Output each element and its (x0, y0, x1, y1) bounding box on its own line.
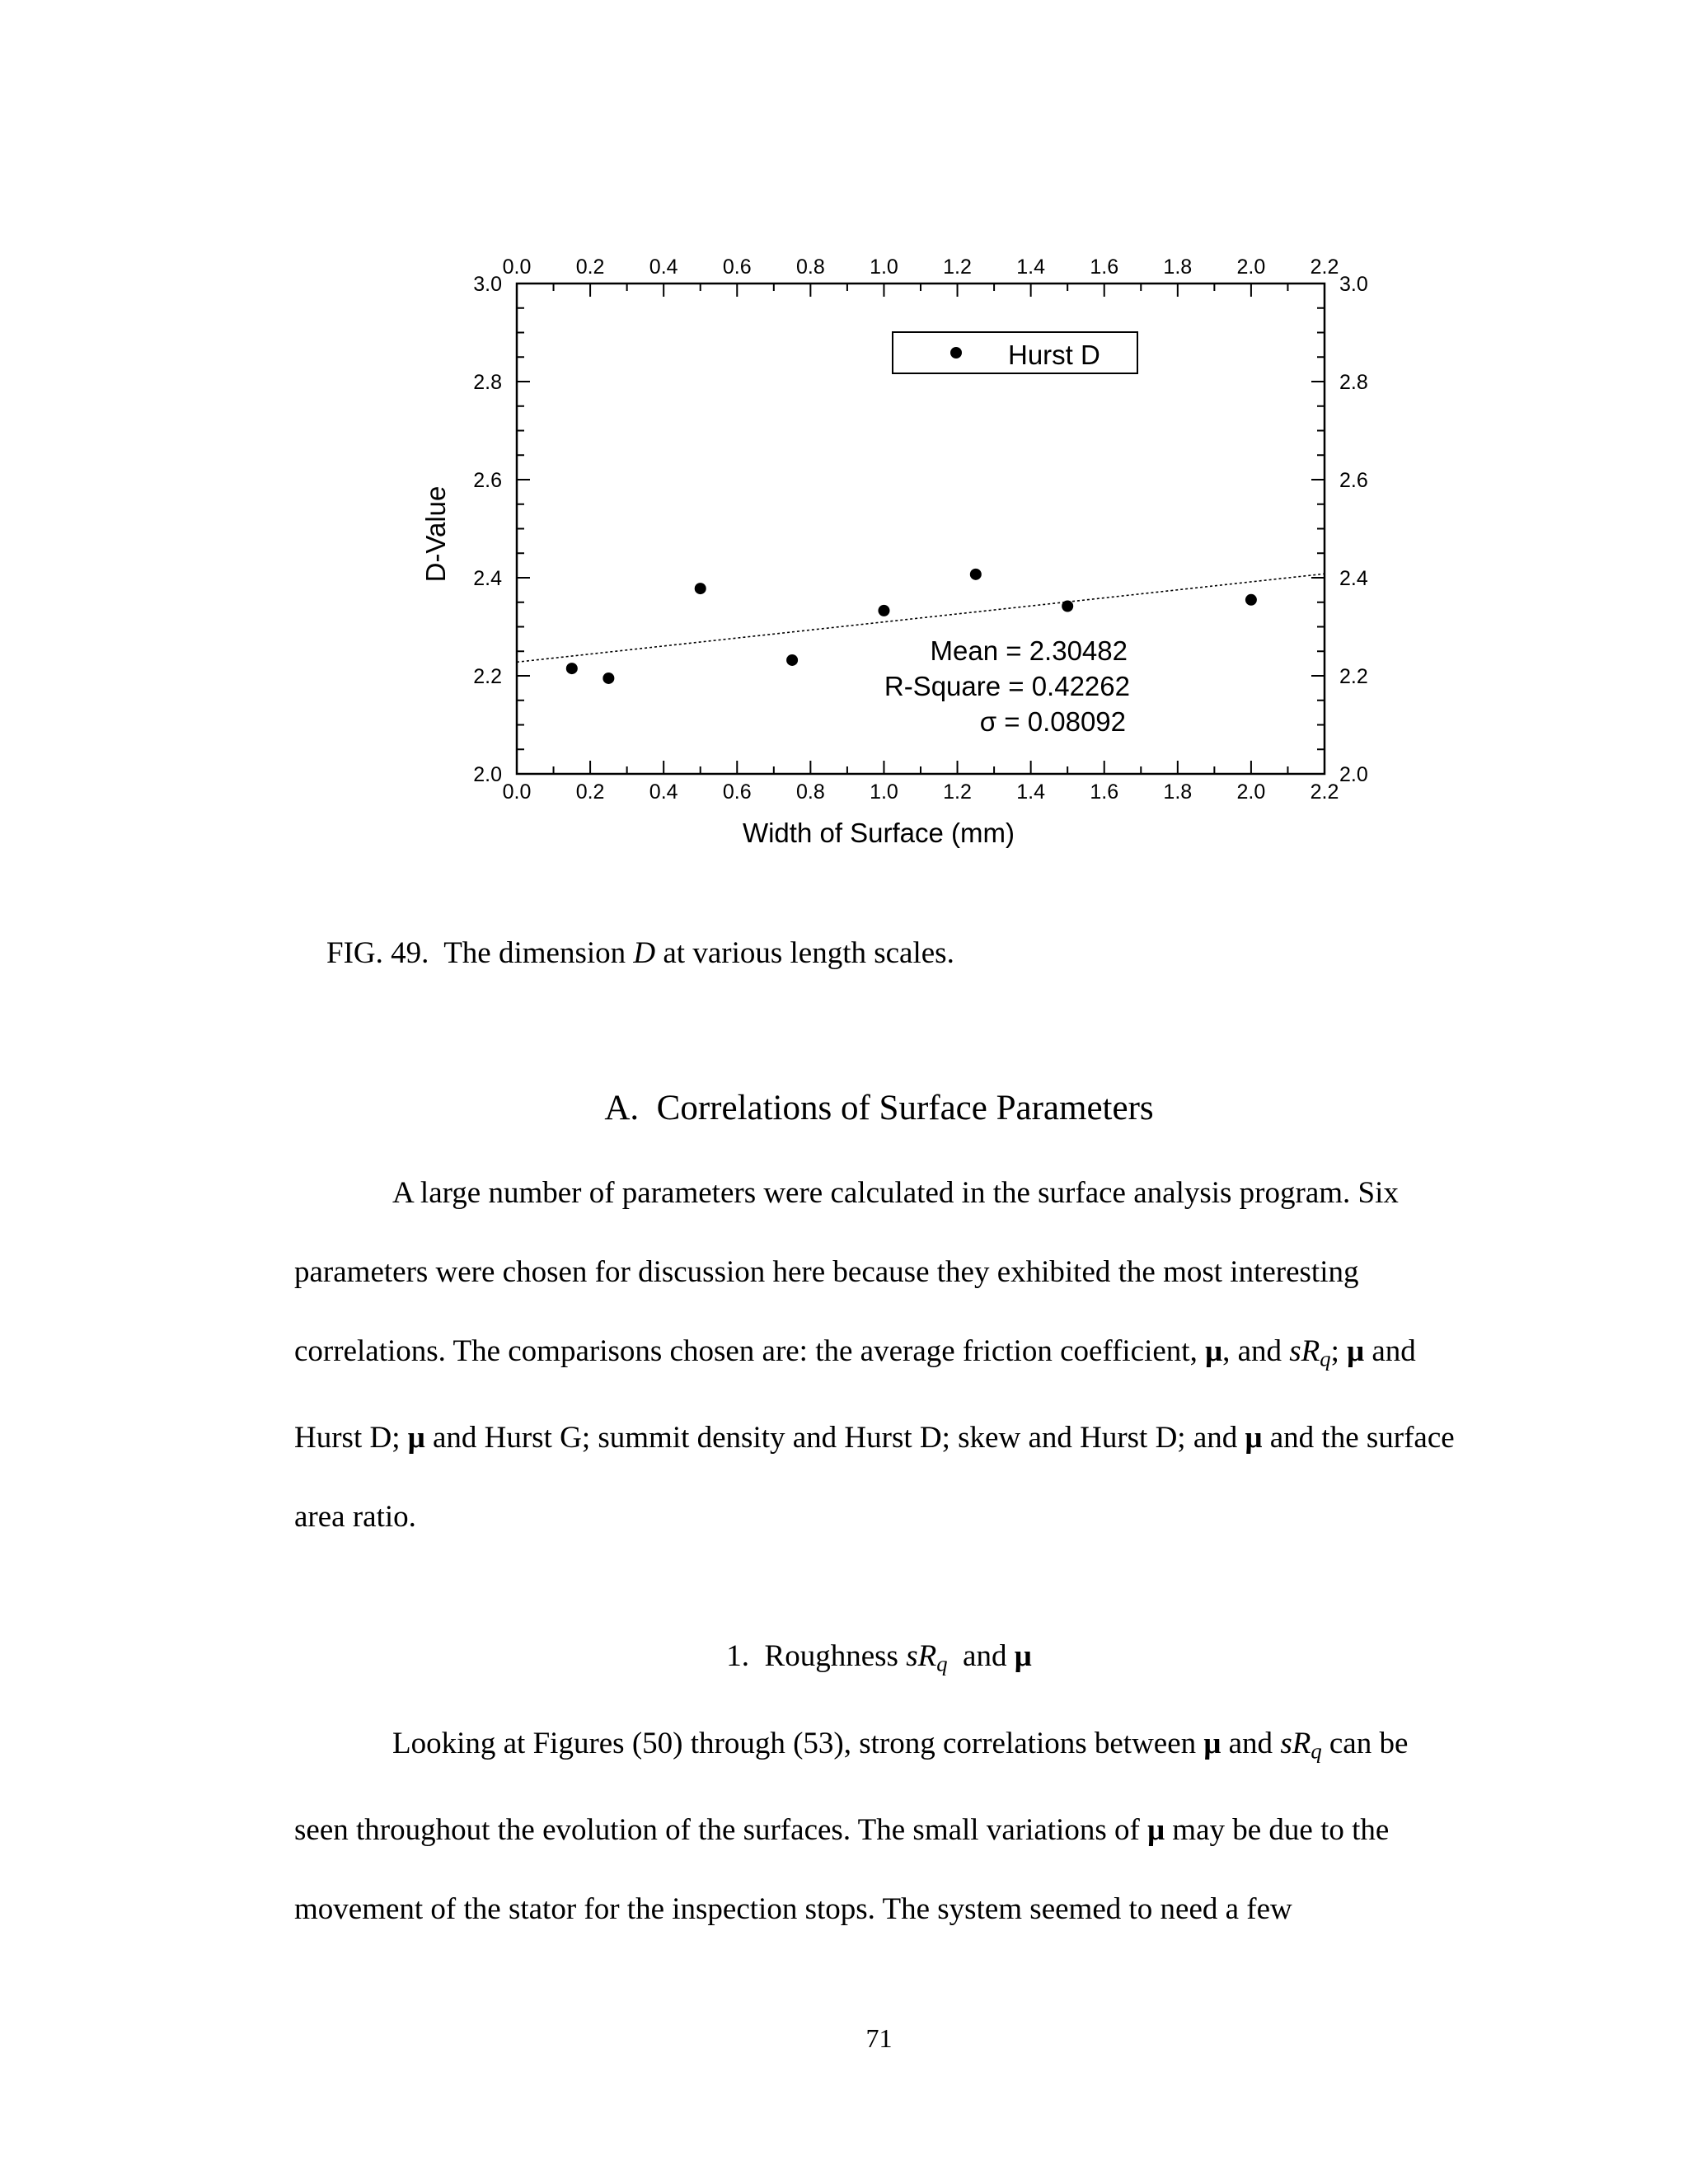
y-tick-label-left: 3.0 (473, 273, 502, 296)
data-point (970, 569, 982, 580)
para1-text-5: and Hurst G; summit density and Hurst D; skew and Hurst D; and (424, 1420, 1245, 1455)
chart-annotations (884, 635, 1130, 737)
para1-text-2: , and (1222, 1334, 1290, 1368)
legend-label: Hurst D (1008, 340, 1100, 370)
x-tick-label-top: 2.0 (1236, 255, 1266, 279)
srq-symbol (1289, 1334, 1331, 1371)
para1-text-1: A large number of parameters were calculated in the surface analysis program. Six parameters were chosen for discussion here because they exhibited the most interesting correlations. The comparisons chosen are: the average friction coefficient, (294, 1176, 1399, 1368)
srq-symbol (1280, 1727, 1322, 1764)
srq-subscript: q (1320, 1346, 1331, 1371)
y-tick-label-right: 2.8 (1339, 371, 1368, 394)
x-tick-label-top: 1.4 (1016, 255, 1046, 279)
paragraph-1 (294, 1154, 1465, 1557)
x-tick-label-top: 0.8 (795, 255, 825, 279)
para1-text-6: and the surface area ratio. (294, 1420, 1455, 1534)
annotation-r-square: R-Square = 0.42262 (884, 671, 1130, 701)
annotation-mean: Mean = 2.30482 (930, 635, 1128, 666)
para2-text-1: Looking at Figures (50) through (53), strong correlations between (392, 1727, 1204, 1760)
x-tick-label-top: 1.2 (943, 255, 972, 279)
srq-subscript: q (1311, 1738, 1322, 1764)
subheading-text-1: 1. Roughness (726, 1639, 907, 1673)
srq-symbol (906, 1639, 948, 1676)
x-tick-label-top: 2.2 (1310, 255, 1339, 279)
figure-caption (326, 935, 954, 971)
y-tick-label-left: 2.6 (473, 469, 502, 492)
x-axis-label: Width of Surface (mm) (742, 818, 1015, 848)
y-tick-label-left: 2.4 (473, 567, 502, 590)
y-tick-label-right: 2.4 (1339, 567, 1368, 590)
x-tick-label-top: 1.8 (1163, 255, 1193, 279)
y-axis-label: D-Value (420, 485, 451, 583)
y-tick-label-left: 2.8 (473, 371, 502, 394)
x-tick-label-top: 0.6 (722, 255, 752, 279)
srq-base: sR (906, 1639, 937, 1673)
paragraph-2 (294, 1704, 1465, 1949)
hurst-d-chart (0, 0, 1688, 907)
x-tick-label-top: 0.2 (575, 255, 605, 279)
srq-base: sR (1289, 1334, 1320, 1368)
trend-line (517, 574, 1325, 662)
legend-marker (950, 347, 962, 359)
mu-symbol: μ (1347, 1334, 1365, 1368)
x-tick-label-bottom: 1.0 (870, 780, 898, 804)
para1-text-3: ; (1330, 1334, 1348, 1368)
data-point (786, 654, 798, 666)
caption-rest: at various length scales. (655, 936, 954, 970)
y-tick-label-right: 2.0 (1339, 763, 1368, 786)
x-tick-label-bottom: 1.4 (1016, 780, 1046, 804)
x-tick-label-top: 1.6 (1090, 255, 1119, 279)
x-tick-label-bottom: 2.2 (1310, 780, 1339, 804)
x-tick-label-top: 1.0 (870, 255, 898, 279)
y-tick-label-left: 2.2 (473, 665, 502, 688)
page-number: 71 (865, 2023, 893, 2053)
x-tick-label-bottom: 0.8 (795, 780, 825, 804)
data-point (1062, 601, 1073, 612)
x-tick-label-top: 0.4 (649, 255, 678, 279)
y-tick-label-right: 2.6 (1339, 469, 1368, 492)
y-tick-label-right: 3.0 (1339, 273, 1368, 296)
x-tick-label-bottom: 1.6 (1090, 780, 1119, 804)
data-point (566, 663, 578, 674)
x-tick-label-bottom: 1.8 (1163, 780, 1193, 804)
mu-symbol: μ (1147, 1812, 1165, 1847)
chart-legend (893, 332, 1137, 373)
mu-symbol: μ (407, 1420, 425, 1455)
x-tick-label-bottom: 0.2 (575, 780, 605, 804)
x-tick-label-bottom: 2.0 (1236, 780, 1266, 804)
subsection-heading (0, 1638, 1688, 1677)
mu-symbol: μ (1205, 1334, 1223, 1368)
mu-symbol: μ (1014, 1639, 1032, 1673)
data-point (695, 583, 706, 594)
para2-text-2: and (1221, 1727, 1281, 1760)
srq-subscript: q (936, 1651, 948, 1676)
data-point (878, 605, 889, 616)
annotation-sigma: σ = 0.08092 (979, 706, 1126, 737)
x-tick-label-bottom: 0.4 (649, 780, 678, 804)
srq-base: sR (1280, 1727, 1311, 1760)
x-tick-label-bottom: 1.2 (943, 780, 972, 804)
x-tick-label-bottom: 0.6 (722, 780, 752, 804)
data-point (603, 673, 614, 684)
section-heading: A. Correlations of Surface Parameters (604, 1089, 1154, 1127)
x-tick-label-top: 0.0 (502, 255, 532, 279)
para1-text-4: and Hurst D; (294, 1334, 1416, 1455)
para2-text-4: may be due to the movement of the stator for the inspection stops. The system seemed to need a few (294, 1812, 1390, 1926)
subheading-text-2: and (947, 1639, 1015, 1673)
data-point (1245, 594, 1257, 606)
para2-text-3: can be seen throughout the evolution of the surfaces. The small variations of (294, 1727, 1409, 1847)
y-tick-label-left: 2.0 (473, 763, 502, 786)
x-tick-label-bottom: 0.0 (502, 780, 532, 804)
mu-symbol: μ (1245, 1420, 1263, 1455)
caption-label: FIG. 49. The dimension (326, 936, 634, 970)
mu-symbol: μ (1203, 1727, 1221, 1760)
y-tick-label-right: 2.2 (1339, 665, 1368, 688)
caption-symbol: D (633, 936, 656, 970)
